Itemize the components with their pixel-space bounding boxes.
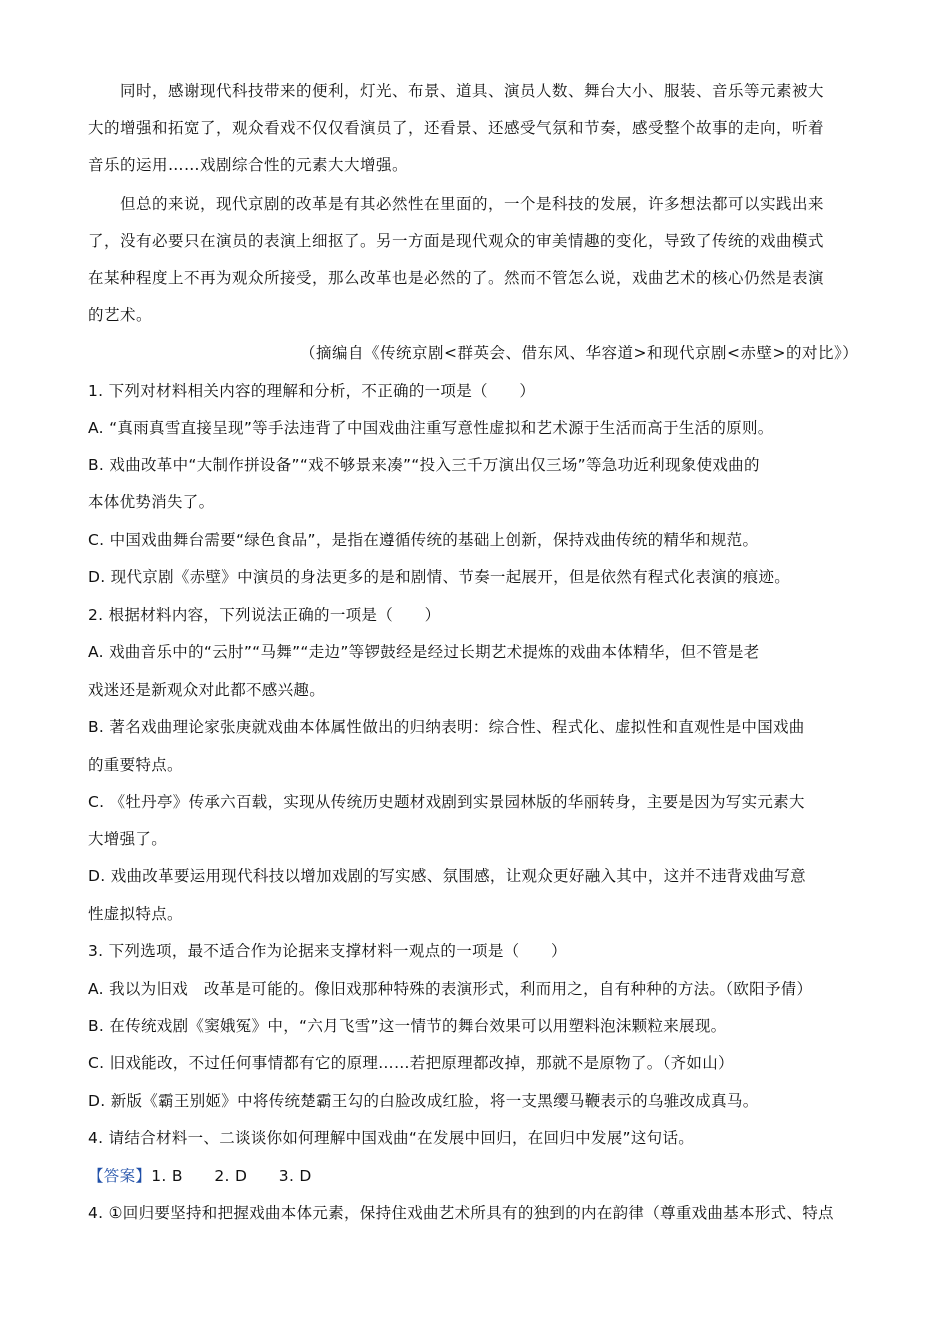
question-1-stem: 1. 下列对材料相关内容的理解和分析，不正确的一项是（ ） [88, 382, 536, 400]
passage-source: （摘编自《传统京剧<群英会、借东风、华容道>和现代京剧<赤壁>的对比》） [300, 344, 858, 362]
passage-paragraph-1-line-2: 大的增强和拓宽了，观众看戏不仅仅看演员了，还看景、还感受气氛和节奏，感受整个故事的走向，听着 [88, 119, 825, 137]
question-2-option-b: B. 著名戏曲理论家张庚就戏曲本体属性做出的归纳表明：综合性、程式化、虚拟性和直观性是中国戏曲 [88, 718, 805, 736]
passage-paragraph-1-line-3: 音乐的运用……戏剧综合性的元素大大增强。 [88, 156, 409, 174]
passage-paragraph-1-line-1: 同时，感谢现代科技带来的便利，灯光、布景、道具、演员人数、舞台大小、服装、音乐等元素被大 [120, 82, 825, 100]
question-2-option-a: A. 戏曲音乐中的“云肘”“马舞”“走边”等锣鼓经是经过长期艺术提炼的戏曲本体精华，但不管是老 [88, 643, 760, 661]
answer-tag: 【答案】 [88, 1167, 152, 1185]
question-1-option-c: C. 中国戏曲舞台需要“绿色食品”，是指在遵循传统的基础上创新，保持戏曲传统的精华和规范。 [88, 531, 759, 549]
question-3-option-b: B. 在传统戏剧《窦娥冤》中，“六月飞雪”这一情节的舞台效果可以用塑料泡沫颗粒来展现。 [88, 1017, 727, 1035]
explanation-line: 4. ①回归要坚持和把握戏曲本体元素，保持住戏曲艺术所具有的独到的内在韵律（尊重戏曲基本形式、特点 [88, 1204, 834, 1222]
question-1-option-d: D. 现代京剧《赤壁》中演员的身法更多的是和剧情、节奏一起展开，但是依然有程式化表演的痕迹。 [88, 568, 791, 586]
question-2-option-d: D. 戏曲改革要运用现代科技以增加戏剧的写实感、氛围感，让观众更好融入其中，这并不违背戏曲写意 [88, 867, 806, 885]
passage-paragraph-2-line-2: 了，没有必要只在演员的表演上细抠了。另一方面是现代观众的审美情趣的变化，导致了传统的戏曲模式 [88, 232, 825, 250]
question-3-option-a: A. 我以为旧戏 改革是可能的。像旧戏那种特殊的表演形式，利而用之，自有种种的方法。（欧阳予倩） [88, 980, 813, 998]
question-3-option-d: D. 新版《霸王别姬》中将传统楚霸王勾的白脸改成红脸，将一支黑缨马鞭表示的乌骓改成真马。 [88, 1092, 759, 1110]
question-3-option-c: C. 旧戏能改，不过任何事情都有它的原理……若把原理都改掉，那就不是原物了。（齐如山） [88, 1054, 734, 1072]
question-2-option-c: C. 《牡丹亭》传承六百载，实现从传统历史题材戏剧到实景园林版的华丽转身，主要是因为写实元素大 [88, 793, 805, 811]
question-1-option-b: B. 戏曲改革中“大制作拼设备”“戏不够景来凑”“投入三千万演出仅三场”等急功近利现象使戏曲的 [88, 456, 760, 474]
question-2-option-a-cont: 戏迷还是新观众对此都不感兴趣。 [88, 681, 326, 699]
question-4-stem: 4. 请结合材料一、二谈谈你如何理解中国戏曲“在发展中回归，在回归中发展”这句话。 [88, 1129, 695, 1147]
passage-paragraph-2-line-3: 在某种程度上不再为观众所接受，那么改革也是必然的了。然而不管怎么说，戏曲艺术的核心仍然是表演 [88, 269, 825, 287]
passage-paragraph-2-line-1: 但总的来说，现代京剧的改革是有其必然性在里面的，一个是科技的发展，许多想法都可以实践出来 [120, 195, 825, 213]
question-2-option-b-cont: 的重要特点。 [88, 756, 183, 774]
passage-paragraph-2-line-4: 的艺术。 [88, 306, 153, 324]
question-2-option-d-cont: 性虚拟特点。 [88, 905, 183, 923]
answer-line [88, 1165, 878, 1187]
question-3-stem: 3. 下列选项，最不适合作为论据来支撑材料一观点的一项是（ ） [88, 942, 567, 960]
question-2-option-c-cont: 大增强了。 [88, 830, 168, 848]
question-1-option-b-cont: 本体优势消失了。 [88, 493, 215, 511]
question-1-option-a: A. “真雨真雪直接呈现”等手法违背了中国戏曲注重写意性虚拟和艺术源于生活而高于生活的原则。 [88, 419, 774, 437]
question-2-stem: 2. 根据材料内容，下列说法正确的一项是（ ） [88, 606, 441, 624]
answer-values: 1. B 2. D 3. D [151, 1167, 312, 1185]
